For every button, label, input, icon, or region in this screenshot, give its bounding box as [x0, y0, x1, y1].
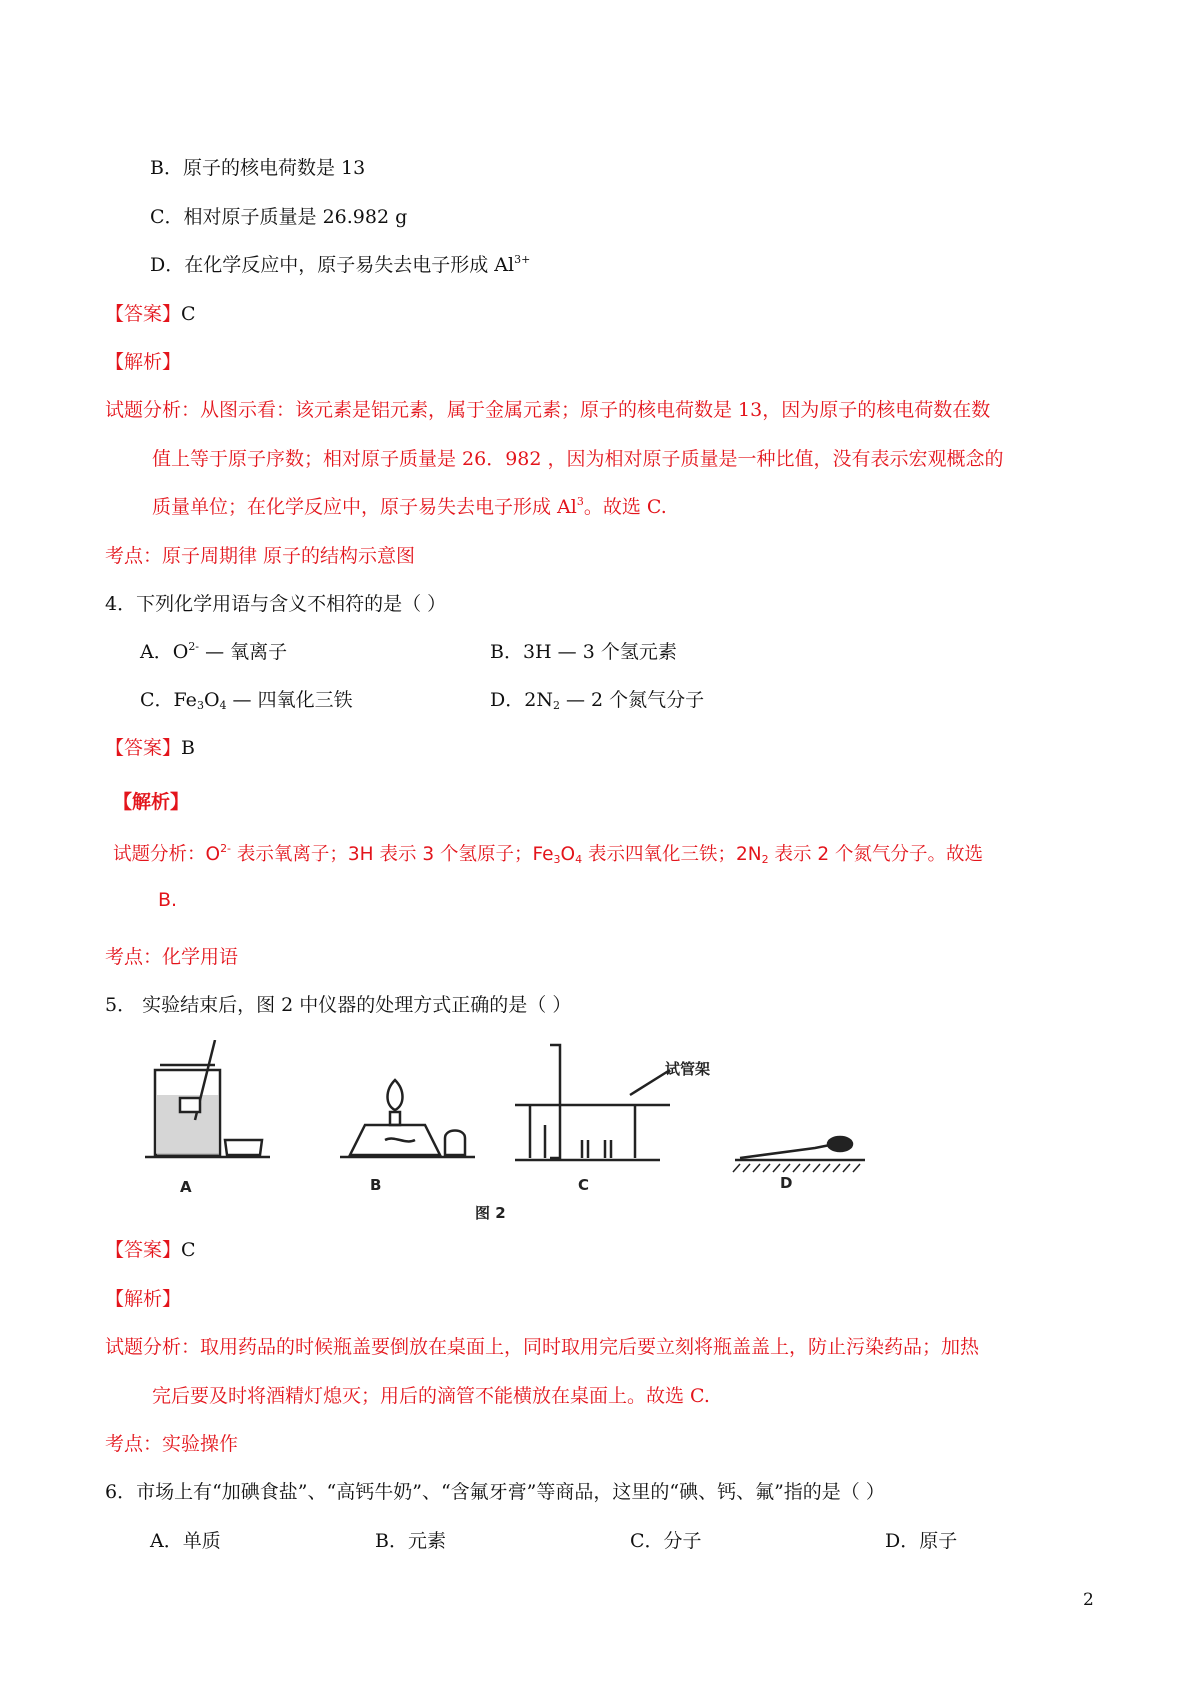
q4-analysis-line-2: B. [158, 889, 178, 911]
q4-option-c: C．$Fe_3O_4$ — 四氧化三铁 [140, 689, 353, 712]
q4-option-b: B．3H — 3 个氢元素 [490, 641, 677, 663]
figure-2-drawing [135, 1040, 935, 1220]
q3-analysis-line-2: 值上等于原子序数；相对原子质量是 26．982 ，因为相对原子质量是一种比值，没有表示宏观概念的 [152, 448, 1004, 470]
q5-analysis-line-1: 试题分析：取用药品的时候瓶盖要倒放在桌面上，同时取用完后要立刻将瓶盖盖上，防止污染药品；加热 [105, 1336, 980, 1358]
q3-option-b: B．原子的核电荷数是 13 [150, 157, 366, 179]
page-number: 2 [1083, 1590, 1094, 1610]
q3-analysis-line-1: 试题分析：从图示看：该元素是铝元素，属于金属元素；原子的核电荷数是 13，因为原子的核电荷数在数 [105, 399, 991, 421]
q5-analysis-label: 【解析】 [105, 1288, 182, 1310]
q3-kaodian: 考点：原子周期律 原子的结构示意图 [105, 545, 416, 567]
figure-label-c: C [578, 1176, 590, 1194]
figure-d-dropper [733, 1137, 865, 1172]
figure-label-d: D [780, 1174, 793, 1192]
q3-analysis-line-3: 质量单位；在化学反应中，原子易失去电子形成 Al$^3$。故选 C. [152, 495, 667, 518]
figure-label-b: B [370, 1176, 382, 1194]
q4-kaodian: 考点：化学用语 [105, 946, 239, 968]
q6-option-c: C．分子 [630, 1530, 702, 1552]
q3-answer: 【答案】C [105, 303, 196, 325]
figure-a-reagent-bottle [145, 1040, 270, 1157]
q6-option-d: D．原子 [885, 1530, 958, 1552]
q5-stem: 5． 实验结束后，图 2 中仪器的处理方式正确的是（ ） [105, 994, 572, 1016]
q4-stem: 4．下列化学用语与含义不相符的是（ ） [105, 593, 447, 615]
q5-answer: 【答案】C [105, 1239, 196, 1261]
q4-option-d: D．$2N_2$ — 2 个氮气分子 [490, 689, 705, 712]
q5-kaodian: 考点：实验操作 [105, 1433, 239, 1455]
figure-c-test-tube-rack [515, 1045, 670, 1160]
q4-analysis-label: 【解析】 [113, 791, 190, 813]
figure-label-rack: 试管架 [665, 1060, 711, 1078]
q4-answer: 【答案】B [105, 737, 195, 759]
q6-option-a: A．单质 [150, 1530, 221, 1552]
q4-analysis-line-1: 试题分析：$O^{2-}$ 表示氧离子；3H 表示 3 个氢原子；$Fe_3O_4$ 表示四氧化三铁；$2N_2$ 表示 2 个氮气分子。故选 [113, 842, 984, 866]
q3-option-d: D．在化学反应中，原子易失去电子形成 $Al^{3+}$ [150, 253, 531, 276]
q6-option-b: B．元素 [375, 1530, 446, 1552]
figure-2 [135, 1040, 935, 1220]
figure-label-a: A [180, 1178, 192, 1196]
figure-caption: 图 2 [475, 1204, 506, 1220]
figure-b-alcohol-lamp [340, 1080, 475, 1157]
q6-stem: 6．市场上有“加碘食盐”、“高钙牛奶”、“含氟牙膏”等商品，这里的“碘、钙、氟”指的是（ ） [105, 1481, 885, 1503]
q4-option-a: A．$O^{2-}$ — 氧离子 [140, 640, 288, 663]
q5-analysis-line-2: 完后要及时将酒精灯熄灭；用后的滴管不能横放在桌面上。故选 C. [152, 1385, 710, 1407]
q3-analysis-label: 【解析】 [105, 351, 182, 373]
q3-option-c: C．相对原子质量是 26.982 g [150, 206, 408, 228]
